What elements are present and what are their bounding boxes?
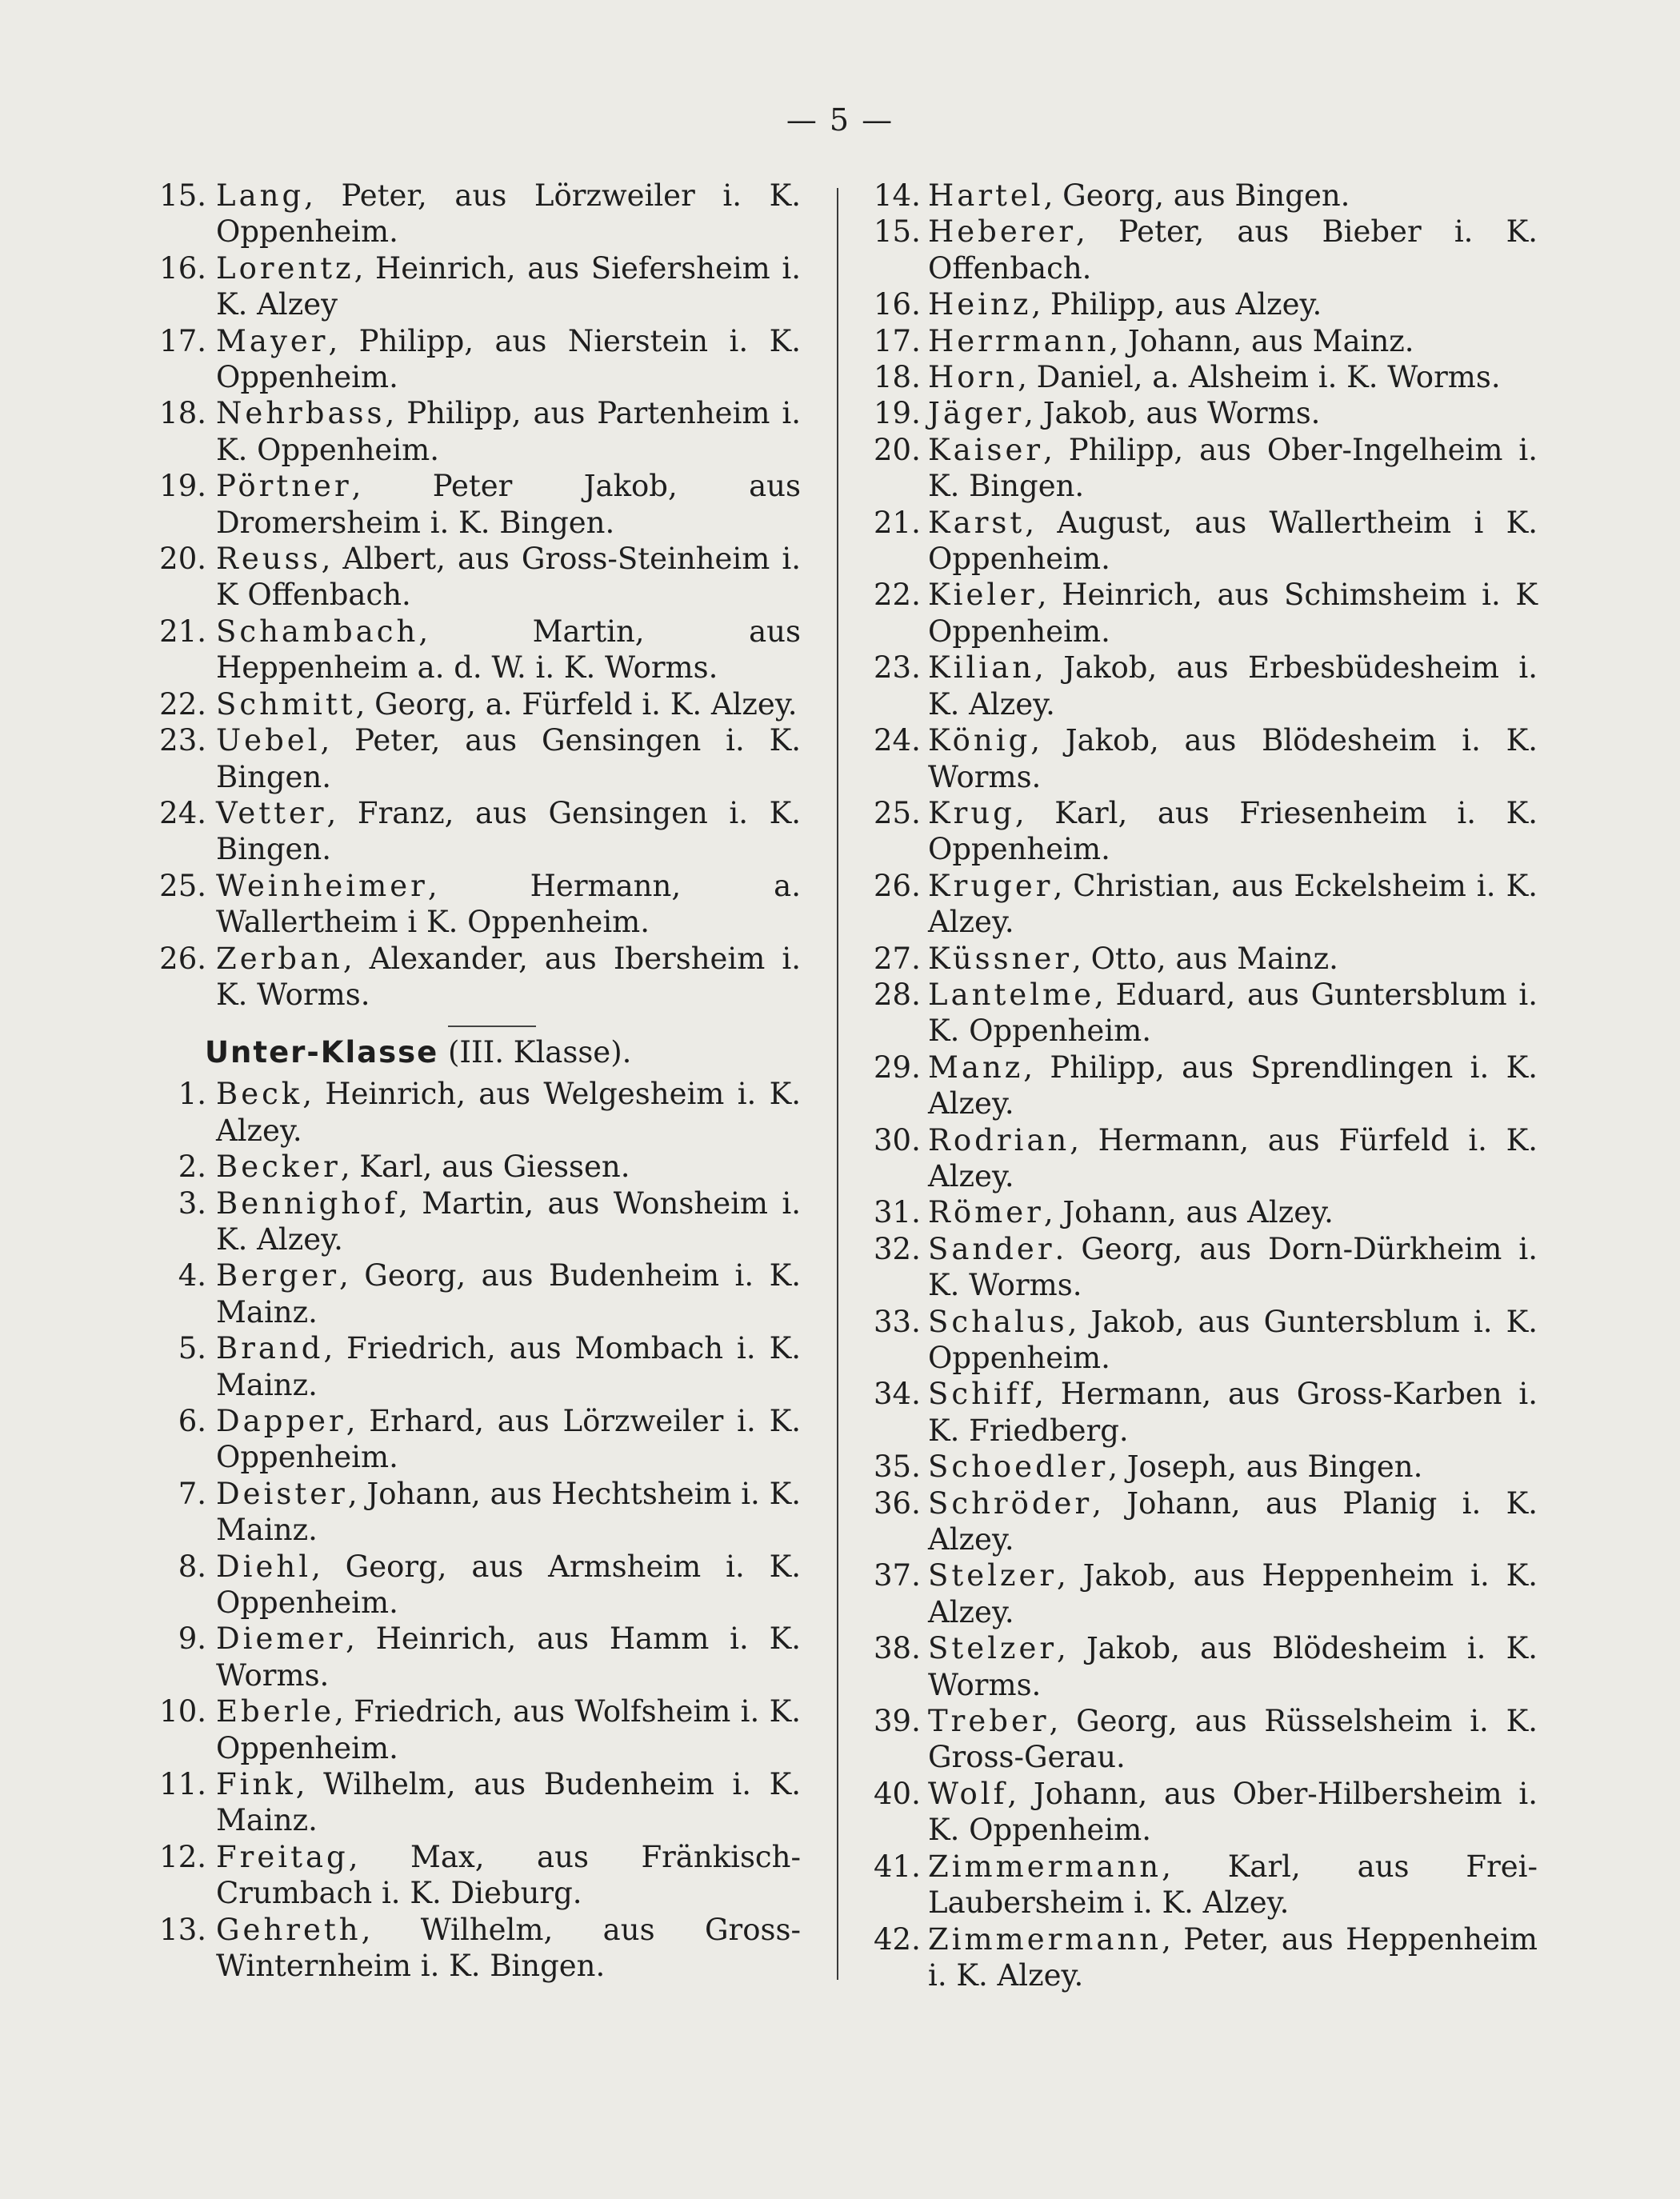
entry-details: , Wilhelm, aus Gross-Winternheim i. K. Bingen.: [216, 1912, 801, 1984]
list-entry: [874, 178, 1538, 214]
entry-details: , Georg, aus Bingen.: [1043, 178, 1350, 213]
section-heading: [157, 1034, 801, 1071]
list-entry: [874, 577, 1538, 650]
list-entry: [157, 868, 801, 941]
entry-text: [928, 650, 1538, 722]
entry-details: , Martin, aus Wonsheim i. K. Alzey.: [216, 1185, 801, 1257]
entry-surname: Beck: [216, 1077, 303, 1112]
list-entry: [874, 1849, 1538, 1921]
entry-surname: Schalus: [928, 1304, 1068, 1339]
entry-details: , Karl, aus Giessen.: [340, 1149, 630, 1185]
entry-text: [216, 1912, 801, 1985]
entry-details: , Jakob, aus Erbesbüdesheim i. K. Alzey.: [928, 650, 1538, 722]
entry-details: , Joseph, aus Bingen.: [1108, 1449, 1423, 1485]
entry-text: [216, 1766, 801, 1839]
entry-number: 1.: [178, 1077, 206, 1112]
entry-text: [216, 541, 801, 614]
entry-surname: Zimmermann: [928, 1849, 1162, 1884]
entry-details: , Georg, a. Fürfeld i. K. Alzey.: [355, 686, 798, 722]
list-entry: [874, 1557, 1538, 1630]
entry-text: [928, 1630, 1538, 1703]
list-entry: [874, 1921, 1538, 1994]
entry-details: , Peter, aus Bieber i. K. Offenbach.: [928, 214, 1538, 286]
entry-number: 37.: [874, 1558, 921, 1593]
entry-number: 24.: [874, 723, 921, 758]
entry-details: , Peter, aus Gensingen i. K. Bingen.: [216, 723, 801, 794]
entry-number: 21.: [159, 614, 206, 649]
entry-number: 25.: [159, 868, 206, 903]
entry-surname: Lorentz: [216, 250, 354, 286]
entry-details: , Johann, aus Planig i. K. Alzey.: [928, 1485, 1538, 1557]
entry-surname: Schröder: [928, 1485, 1093, 1521]
entry-text: [216, 323, 801, 396]
entry-text: [928, 795, 1538, 868]
entry-surname: Nehrbass: [216, 396, 386, 431]
entry-number: 18.: [159, 396, 206, 431]
list-entry: [874, 286, 1538, 322]
entry-number: 10.: [159, 1694, 206, 1729]
entry-text: [216, 1693, 801, 1766]
entry-text: [928, 977, 1538, 1050]
entry-number: 27.: [874, 941, 921, 976]
entry-details: , Alexander, aus Ibersheim i. K. Worms.: [216, 941, 801, 1012]
entry-text: [928, 868, 1538, 941]
list-entry: [874, 941, 1538, 977]
entry-number: 23.: [874, 650, 921, 686]
entry-surname: Zerban: [216, 941, 343, 976]
entry-details: , Hermann, a. Wallertheim i K. Oppenheim.: [216, 868, 801, 940]
entry-number: 40.: [874, 1776, 921, 1811]
entry-number: 9.: [178, 1621, 206, 1657]
entry-text: [216, 250, 801, 323]
entry-details: , Philipp, aus Sprendlingen i. K. Alzey.: [928, 1050, 1538, 1121]
entry-surname: Hartel: [928, 178, 1044, 213]
entry-surname: Schambach: [216, 614, 419, 649]
entry-surname: Deister: [216, 1476, 348, 1511]
entry-surname: Wolf: [928, 1776, 1008, 1811]
list-entry: [157, 178, 801, 250]
entry-number: 42.: [874, 1921, 921, 1957]
entry-number: 41.: [874, 1849, 921, 1884]
entry-text: [928, 1557, 1538, 1630]
list-entry: [157, 1403, 801, 1476]
entry-text: [928, 941, 1538, 977]
entry-surname: Weinheimer: [216, 868, 428, 903]
entry-text: [928, 1376, 1538, 1449]
list-entry: [874, 977, 1538, 1050]
entry-number: 32.: [874, 1231, 921, 1266]
entry-number: 36.: [874, 1485, 921, 1521]
entry-text: [928, 505, 1538, 578]
entry-details: , Jakob, aus Blödesheim i. K. Worms.: [928, 1631, 1538, 1702]
list-entry: [874, 359, 1538, 395]
entry-surname: Diemer: [216, 1621, 346, 1657]
entry-text: [216, 1839, 801, 1912]
list-entry: [157, 1621, 801, 1693]
list-entry: [874, 505, 1538, 578]
entry-number: 12.: [159, 1839, 206, 1874]
entry-number: 28.: [874, 977, 921, 1012]
list-entry: [874, 1376, 1538, 1449]
entry-surname: Becker: [216, 1149, 341, 1185]
entry-number: 16.: [874, 287, 921, 322]
right-column: [874, 178, 1538, 1993]
entry-number: 7.: [178, 1476, 206, 1511]
entry-number: 5.: [178, 1331, 206, 1366]
entry-text: [928, 323, 1538, 359]
list-entry: [157, 1912, 801, 1985]
entry-text: [928, 1122, 1538, 1195]
list-entry: [157, 941, 801, 1014]
entry-text: [928, 1921, 1538, 1994]
entry-text: [928, 1050, 1538, 1122]
list-entry: [874, 1194, 1538, 1230]
list-entry: [874, 214, 1538, 286]
entry-number: 39.: [874, 1704, 921, 1739]
list-entry: [874, 1122, 1538, 1195]
entry-details: , Georg, aus Armsheim i. K. Oppenheim.: [216, 1549, 801, 1621]
entry-details: , Heinrich, aus Siefersheim i. K. Alzey: [216, 250, 801, 322]
entry-number: 3.: [178, 1185, 206, 1221]
entry-text: [928, 1485, 1538, 1558]
entry-details: , Friedrich, aus Mombach i. K. Mainz.: [216, 1331, 801, 1402]
section-heading-title: Unter-Klasse: [205, 1035, 439, 1070]
entry-number: 19.: [874, 396, 921, 431]
entry-surname: Römer: [928, 1195, 1044, 1230]
entry-surname: Krug: [928, 795, 1015, 830]
entry-surname: Reuss: [216, 542, 322, 577]
entry-surname: Dapper: [216, 1404, 346, 1438]
entry-text: [928, 722, 1538, 795]
left-entry-list-upper: [157, 178, 801, 1013]
entry-text: [928, 1703, 1538, 1776]
entry-surname: König: [928, 723, 1031, 758]
entry-number: 20.: [159, 542, 206, 577]
entry-surname: Vetter: [216, 795, 327, 830]
entry-number: 25.: [874, 795, 921, 830]
entry-text: [216, 1330, 801, 1403]
list-entry: [157, 1693, 801, 1766]
list-entry: [874, 395, 1538, 431]
entry-details: , Johann, aus Mainz.: [1109, 323, 1414, 358]
entry-text: [216, 1149, 801, 1185]
entry-details: , Otto, aus Mainz.: [1072, 941, 1338, 976]
entry-details: , August, aus Wallertheim i K. Oppenheim.: [928, 505, 1538, 577]
entry-number: 2.: [178, 1149, 206, 1185]
entry-details: , Hermann, aus Gross-Karben i. K. Friedberg.: [928, 1377, 1538, 1448]
entry-surname: Lantelme: [928, 977, 1095, 1012]
entry-details: , Jakob, aus Guntersblum i. K. Oppenheim.: [928, 1304, 1538, 1375]
entry-details: , Georg, aus Rüsselsheim i. K. Gross-Gerau.: [928, 1704, 1538, 1775]
entry-text: [928, 1776, 1538, 1849]
list-entry: [874, 722, 1538, 795]
entry-details: , Max, aus Fränkisch-Crumbach i. K. Dieburg.: [216, 1839, 801, 1911]
entry-number: 22.: [159, 686, 206, 722]
entry-details: , Philipp, aus Nierstein i. K. Oppenheim.: [216, 323, 801, 395]
entry-details: , Johann, aus Alzey.: [1043, 1195, 1334, 1230]
list-entry: [157, 1330, 801, 1403]
entry-details: , Friedrich, aus Wolfsheim i. K. Oppenheim.: [216, 1694, 801, 1765]
entry-text: [216, 1185, 801, 1258]
entry-surname: Treber: [928, 1704, 1050, 1739]
entry-details: , Peter, aus Lörzweiler i. K. Oppenheim.: [216, 178, 801, 250]
left-column: [157, 178, 801, 1985]
list-entry: [157, 323, 801, 396]
entry-surname: Kaiser: [928, 432, 1044, 467]
entry-surname: Schiff: [928, 1377, 1035, 1412]
entry-number: 19.: [159, 469, 206, 504]
left-entry-list-lower: [157, 1076, 801, 1984]
entry-details: , Franz, aus Gensingen i. K. Bingen.: [216, 795, 801, 867]
entry-details: , Philipp, aus Partenheim i. K. Oppenheim.: [216, 396, 801, 467]
list-entry: [874, 1231, 1538, 1304]
list-entry: [874, 795, 1538, 868]
entry-details: , Karl, aus Friesenheim i. K. Oppenheim.: [928, 795, 1538, 867]
entry-text: [928, 395, 1538, 431]
entry-surname: Küssner: [928, 941, 1073, 976]
entry-surname: Freitag: [216, 1839, 349, 1874]
list-entry: [874, 1485, 1538, 1558]
entry-number: 4.: [178, 1258, 206, 1293]
entry-surname: Uebel: [216, 723, 321, 758]
entry-text: [928, 214, 1538, 286]
entry-details: . Georg, aus Dorn-Dürkheim i. K. Worms.: [928, 1231, 1538, 1303]
entry-text: [928, 1231, 1538, 1304]
entry-details: , Hermann, aus Fürfeld i. K. Alzey.: [928, 1122, 1538, 1193]
list-entry: [157, 1549, 801, 1621]
entry-surname: Herrmann: [928, 323, 1110, 358]
entry-number: 22.: [874, 578, 921, 613]
entry-text: [928, 1304, 1538, 1377]
entry-details: , Heinrich, aus Welgesheim i. K. Alzey.: [216, 1077, 801, 1148]
entry-text: [216, 178, 801, 250]
entry-number: 29.: [874, 1050, 921, 1085]
entry-number: 20.: [874, 432, 921, 467]
entry-surname: Manz: [928, 1050, 1024, 1085]
entry-text: [216, 686, 801, 722]
section-heading-subtitle: (III. Klasse).: [438, 1035, 632, 1070]
entry-surname: Lang: [216, 178, 305, 213]
entry-text: [216, 1403, 801, 1476]
entry-number: 11.: [159, 1767, 206, 1802]
entry-number: 30.: [874, 1122, 921, 1157]
list-entry: [157, 722, 801, 795]
entry-details: , Johann, aus Ober-Hilbersheim i. K. Oppenheim.: [928, 1776, 1538, 1848]
entry-details: , Peter Jakob, aus Dromersheim i. K. Bingen.: [216, 469, 801, 540]
list-entry: [874, 1776, 1538, 1849]
entry-details: , Karl, aus Frei-Laubersheim i. K. Alzey.: [928, 1849, 1538, 1921]
entry-text: [216, 1621, 801, 1693]
entry-surname: Mayer: [216, 323, 329, 358]
entry-details: , Jakob, aus Blödesheim i. K. Worms.: [928, 723, 1538, 794]
entry-number: 35.: [874, 1449, 921, 1485]
entry-surname: Diehl: [216, 1549, 312, 1584]
entry-number: 14.: [874, 178, 921, 213]
entry-number: 26.: [159, 941, 206, 976]
list-entry: [874, 323, 1538, 359]
entry-details: , Jakob, aus Worms.: [1024, 396, 1321, 431]
entry-surname: Stelzer: [928, 1631, 1058, 1666]
entry-surname: Zimmermann: [928, 1921, 1162, 1957]
entry-text: [216, 468, 801, 541]
entry-details: , Christian, aus Eckelsheim i. K. Alzey.: [928, 868, 1538, 940]
entry-surname: Karst: [928, 505, 1026, 540]
entry-details: , Heinrich, aus Hamm i. K. Worms.: [216, 1621, 801, 1693]
entry-number: 8.: [178, 1549, 206, 1584]
entry-number: 38.: [874, 1631, 921, 1666]
entry-text: [928, 359, 1538, 395]
list-entry: [157, 1476, 801, 1549]
entry-number: 23.: [159, 723, 206, 758]
entry-text: [216, 722, 801, 795]
list-entry: [157, 614, 801, 686]
column-divider: [837, 188, 838, 1980]
entry-text: [216, 868, 801, 941]
entry-details: , Peter, aus Heppenheim i. K. Alzey.: [928, 1921, 1538, 1993]
entry-text: [928, 1194, 1538, 1230]
list-entry: [874, 1630, 1538, 1703]
entry-surname: Heberer: [928, 214, 1077, 250]
list-entry: [157, 250, 801, 323]
entry-text: [928, 286, 1538, 322]
entry-details: , Erhard, aus Lörzweiler i. K. Oppenheim.: [216, 1404, 801, 1475]
entry-number: 34.: [874, 1377, 921, 1412]
entry-details: , Eduard, aus Guntersblum i. K. Oppenheim.: [928, 977, 1538, 1049]
entry-text: [928, 577, 1538, 650]
list-entry: [157, 1149, 801, 1185]
entry-details: , Jakob, aus Heppenheim i. K. Alzey.: [928, 1558, 1538, 1629]
entry-text: [216, 1549, 801, 1621]
list-entry: [157, 1257, 801, 1330]
entry-details: , Albert, aus Gross-Steinheim i. K Offenbach.: [216, 542, 801, 613]
entry-details: , Wilhelm, aus Budenheim i. K. Mainz.: [216, 1767, 801, 1838]
heading-rule: [448, 1026, 536, 1027]
entry-number: 17.: [874, 323, 921, 358]
entry-number: 31.: [874, 1195, 921, 1230]
list-entry: [157, 468, 801, 541]
list-entry: [874, 1703, 1538, 1776]
list-entry: [874, 1304, 1538, 1377]
entry-surname: Stelzer: [928, 1558, 1058, 1593]
entry-text: [216, 1476, 801, 1549]
entry-text: [216, 395, 801, 468]
entry-details: , Philipp, aus Alzey.: [1031, 287, 1322, 322]
entry-details: , Daniel, a. Alsheim i. K. Worms.: [1018, 360, 1501, 395]
entry-number: 17.: [159, 323, 206, 358]
list-entry: [157, 1185, 801, 1258]
entry-number: 16.: [159, 250, 206, 286]
entry-surname: Sander: [928, 1231, 1055, 1266]
list-entry: [157, 1766, 801, 1839]
list-entry: [157, 1076, 801, 1149]
entry-surname: Brand: [216, 1331, 324, 1366]
entry-details: , Heinrich, aus Schimsheim i. K Oppenheim.: [928, 578, 1538, 649]
entry-number: 21.: [874, 505, 921, 540]
entry-surname: Fink: [216, 1767, 296, 1802]
entry-text: [928, 432, 1538, 505]
entry-surname: Kieler: [928, 578, 1038, 613]
list-entry: [157, 541, 801, 614]
list-entry: [157, 395, 801, 468]
entry-surname: Bennighof: [216, 1185, 399, 1221]
list-entry: [157, 1839, 801, 1912]
entry-number: 24.: [159, 795, 206, 830]
entry-number: 13.: [159, 1912, 206, 1947]
entry-surname: Jäger: [928, 396, 1025, 431]
entry-surname: Horn: [928, 360, 1018, 395]
entry-surname: Gehreth: [216, 1912, 362, 1947]
entry-details: , Philipp, aus Ober-Ingelheim i. K. Bingen.: [928, 432, 1538, 504]
list-entry: [874, 1050, 1538, 1122]
entry-details: , Martin, aus Heppenheim a. d. W. i. K. Worms.: [216, 614, 801, 686]
entry-details: , Johann, aus Hechtsheim i. K. Mainz.: [216, 1476, 801, 1548]
list-entry: [157, 795, 801, 868]
entry-text: [928, 1449, 1538, 1485]
entry-details: , Georg, aus Budenheim i. K. Mainz.: [216, 1258, 801, 1329]
page-number: — 5 —: [786, 102, 894, 138]
list-entry: [874, 868, 1538, 941]
entry-number: 18.: [874, 360, 921, 395]
entry-surname: Kilian: [928, 650, 1035, 686]
right-entry-list: [874, 178, 1538, 1993]
entry-surname: Heinz: [928, 287, 1032, 322]
list-entry: [874, 1449, 1538, 1485]
entry-surname: Pörtner: [216, 469, 352, 504]
entry-text: [928, 1849, 1538, 1921]
entry-text: [928, 178, 1538, 214]
entry-text: [216, 941, 801, 1014]
entry-surname: Berger: [216, 1258, 340, 1293]
entry-surname: Schmitt: [216, 686, 356, 722]
entry-text: [216, 1257, 801, 1330]
entry-surname: Eberle: [216, 1694, 335, 1729]
entry-number: 6.: [178, 1404, 206, 1438]
entry-surname: Kruger: [928, 868, 1054, 903]
list-entry: [874, 432, 1538, 505]
entry-number: 33.: [874, 1304, 921, 1339]
entry-text: [216, 795, 801, 868]
entry-surname: Rodrian: [928, 1122, 1070, 1157]
entry-surname: Schoedler: [928, 1449, 1109, 1485]
entry-text: [216, 1076, 801, 1149]
entry-number: 15.: [874, 214, 921, 250]
list-entry: [874, 650, 1538, 722]
list-entry: [157, 686, 801, 722]
entry-text: [216, 614, 801, 686]
entry-number: 26.: [874, 868, 921, 903]
entry-number: 15.: [159, 178, 206, 213]
